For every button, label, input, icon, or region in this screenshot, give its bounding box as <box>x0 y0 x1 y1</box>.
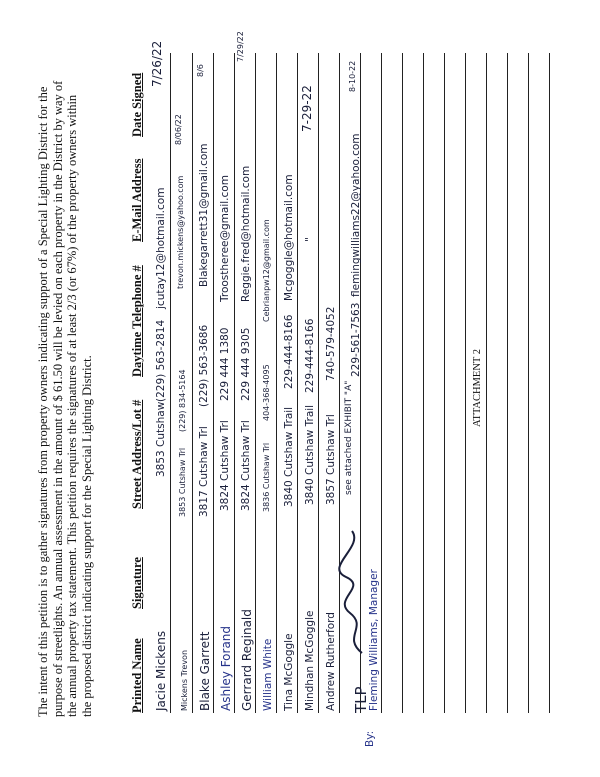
row-line <box>507 53 508 713</box>
signature-scribble <box>338 527 372 657</box>
row-telephone: 404-368-4095 <box>262 364 271 421</box>
header-telephone: Daytime Telephone # <box>130 265 144 377</box>
row-street-address: 3817 Cutshaw Trl <box>198 426 210 517</box>
petition-intro-text: The intent of this petition is to gather signatures from property owners indicating support of a Special Lighting District for the purpose of streetlights. An annual assessment in the amount of $ 61.50 will be levied on each property in the District by way of the annual property tax statement. This petition requires the signatures of at least 2/3 (or 67%) of the property owners within the proposed district indicating support for the Special Lighting District. <box>36 80 94 717</box>
row-line <box>192 53 193 713</box>
row-telephone: (229) 834-5164 <box>178 369 187 432</box>
row-street-address: 3840 Cutshaw Trail <box>304 404 316 505</box>
header-signature: Signature <box>130 557 144 609</box>
row-line <box>213 53 214 713</box>
row-line <box>465 53 466 713</box>
row-printed-name: Andrew Rutherford <box>325 612 337 711</box>
row-street-address: 3824 Cutshaw Trl <box>219 420 231 511</box>
row-street-address: 3824 Cutshaw Trl <box>240 420 252 511</box>
row-line <box>423 53 424 713</box>
row-date-signed: 8/6 <box>196 64 205 77</box>
row-printed-name: Tina McGoggle <box>283 633 295 711</box>
row-printed-name: Jacie Mickens <box>154 630 168 711</box>
row-telephone: (229) 563-2814 <box>155 319 167 402</box>
row-email: Blakegarrett31@gmail.com <box>198 143 210 287</box>
row-telephone: 740-579-4052 <box>325 306 337 381</box>
row-printed-name: William White <box>262 638 274 711</box>
row-date-signed: 8/06/22 <box>174 114 183 145</box>
row-email: Reggie.fred@hotmail.com <box>240 165 252 302</box>
row-line <box>170 53 171 713</box>
row-line <box>234 53 235 713</box>
row-date-signed: 8-10-22 <box>348 60 357 92</box>
row-telephone: 229-444-8166 <box>283 314 295 389</box>
row-telephone: 229 444 9305 <box>240 327 252 401</box>
row-email: Cebrianpw12@gmail.com <box>262 219 271 322</box>
row-line <box>528 53 529 713</box>
header-date-signed: Date Signed <box>130 72 144 137</box>
row-telephone: 229-561-7563 <box>350 302 362 377</box>
row-email: jcutay12@hotmail.com <box>155 187 167 309</box>
row-printed-name: TLP <box>352 686 370 713</box>
row-line <box>549 53 550 713</box>
row-printed-name: Fleming Williams, Manager <box>368 569 380 711</box>
row-email: Mcgoggle@hotmail.com <box>283 174 295 301</box>
row-telephone: 229-444-8166 <box>304 318 316 393</box>
row-street-address: 3836 Cutshaw Trl <box>262 442 271 512</box>
row-line <box>444 53 445 713</box>
row-line <box>486 53 487 713</box>
row-email: flemingwilliams22@yahoo.com <box>350 133 362 297</box>
row-street-address: 3857 Cutshaw Trl <box>325 414 337 505</box>
row-line <box>297 53 298 713</box>
row-line <box>255 53 256 713</box>
row-telephone: (229) 563-3686 <box>198 324 210 407</box>
header-street-address: Street Address/Lot # <box>130 399 144 509</box>
by-label: By: <box>364 730 376 747</box>
row-line <box>402 53 403 713</box>
row-line <box>276 53 277 713</box>
row-email: Troostheree@gmail.com <box>219 175 231 302</box>
row-email: trevon.mickens@yahoo.com <box>176 175 185 289</box>
row-telephone: 229 444 1380 <box>219 327 231 401</box>
row-email: " <box>304 237 316 242</box>
row-printed-name: Gerrard Reginald <box>240 609 254 711</box>
header-email: E-Mail Address <box>130 158 144 242</box>
row-printed-name: Ashley Forand <box>219 625 233 711</box>
row-street-address: see attached EXHIBIT "A" <box>344 380 354 495</box>
row-line <box>381 53 382 713</box>
row-date-signed: 7/26/22 <box>150 40 164 87</box>
row-line <box>318 53 319 713</box>
row-printed-name: Mickens Trevon <box>180 649 189 711</box>
row-street-address: 3853 Cutshaw <box>155 401 167 477</box>
row-date-signed: 7-29-22 <box>300 85 314 132</box>
row-printed-name: Mindhan McGoggle <box>304 610 316 711</box>
row-street-address: 3840 Cutshaw Trail <box>283 406 295 507</box>
header-printed-name: Printed Name <box>130 638 144 713</box>
row-printed-name: Blake Garrett <box>198 631 212 711</box>
attachment-footer: ATTACHMENT 2 <box>472 348 483 427</box>
row-date-signed: 7/29/22 <box>236 31 245 62</box>
row-street-address: 3853 Cutshaw Trl <box>178 447 187 517</box>
